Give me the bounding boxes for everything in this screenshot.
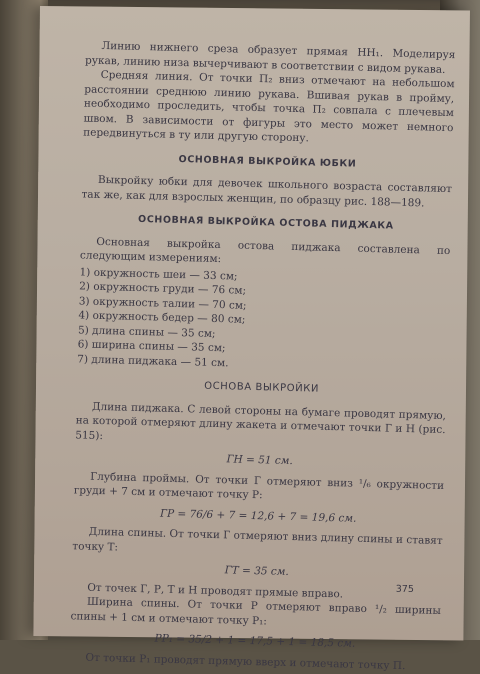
measurement-item: 7) длина пиджака — 51 см. [77,352,229,369]
measurement-item: 3) окружность талии — 70 см; [78,294,247,312]
formula-1: ГН = 51 см. [226,453,293,468]
paragraph-6: Глубина проймы. От точки Г отмеряют вниз ¹/₆ окружности груди + 7 см и отмечают точку Р: [73,470,445,502]
paragraph-2: Средняя линия. От точки П₂ вниз отмечают на небольшом расстоянии среднюю линию рукава. Вшивая рукав в пройму, необходимо проследить, чтобы точка П₂ совпала с плечевым швом. В зависимости от фигуры это место может немного передвинуться в ту или другую сторону. [83,68,455,145]
page-number: 375 [395,583,414,595]
paragraph-1: Линию нижнего среза образует прямая НН₁. Моделируя рукав, линию низа вычерчивают в соответствии с видом рукава. [84,39,456,76]
book-page [33,6,470,672]
paragraph-8: От точек Г, Р, Т и Н проводят прямые вправо. [87,581,344,600]
measurement-item: 2) окружность груди — 76 см; [79,280,247,297]
page-text-block [69,38,455,673]
formula-3: ГТ = 35 см. [224,564,289,578]
paragraph-9: Ширина спины. От точки Р отмеряют вправо ¹/₂ ширины спины + 1 см и отмечают точку Р₁: [70,595,441,627]
heading-pattern-base: ОСНОВА ВЫКРОЙКИ [204,380,320,395]
heading-skirt-pattern: ОСНОВНАЯ ВЫКРОЙКА ЮБКИ [178,153,357,170]
paragraph-3: Выкройку юбки для девочек школьного возраста составляют так же, как для взрослых женщин, по образцу рис. 188—189. [81,173,453,209]
paragraph-10: От точки Р₁ проводят прямую вверх и отмечают точку П. [85,651,406,672]
heading-jacket-pattern: ОСНОВНАЯ ВЫКРОЙКА ОСТОВА ПИДЖАКА [137,213,394,232]
formula-2: ГР = 76/6 + 7 = 12,6 + 7 = 19,6 см. [159,507,357,525]
formula-4: РР₁ = 35/2 + 1 = 17,5 + 1 = 18,5 см. [154,632,356,650]
measurement-item: 1) окружность шеи — 33 см; [79,265,238,283]
measurements-list [77,265,450,376]
measurement-item: 5) длина спины — 35 см; [77,323,216,340]
measurement-item: 4) окружность бедер — 80 см; [78,309,246,326]
measurement-item: 6) ширина спины — 35 см; [77,338,226,355]
paragraph-4: Основная выкройка остова пиджака составлена по следующим измерениям: [79,235,451,266]
paragraph-7: Длина спины. От точки Г отмеряют вниз длину спины и ставят точку Т: [72,525,443,554]
paragraph-5: Длина пиджака. С левой стороны на бумаге проводят прямую, на которой отмеряют длину жакета и отмечают точки Г и Н (рис. 515): [75,400,447,442]
